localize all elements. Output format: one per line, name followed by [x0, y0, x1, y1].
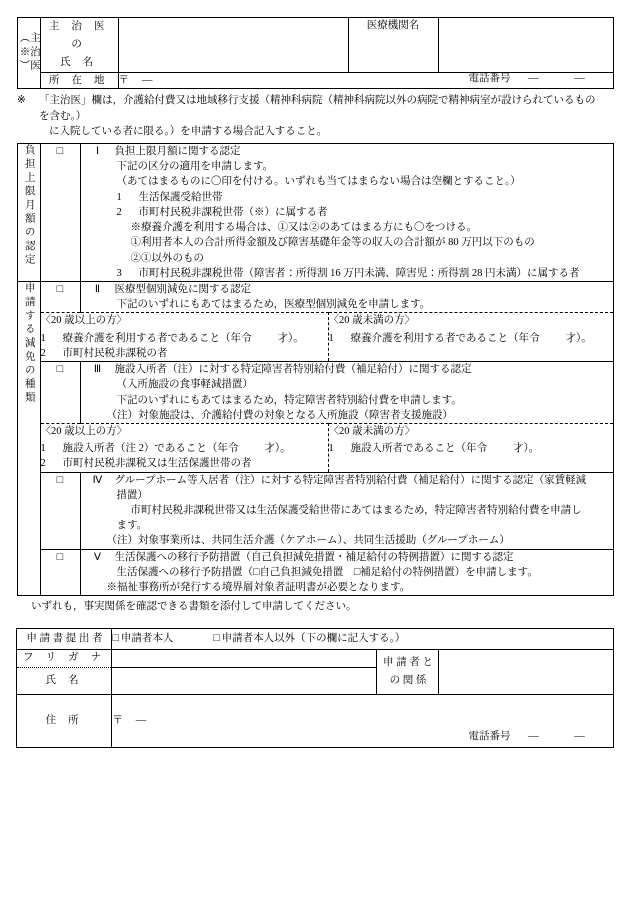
section-2-title: 医療型個別減免に関する認定 [114, 283, 251, 295]
medical-institution-label [348, 18, 438, 73]
section-3-left-item-2 [41, 456, 328, 471]
section-4-row [17, 472, 613, 549]
section-5-checkbox[interactable] [40, 549, 80, 596]
section-1-item-2-num: 2 [116, 206, 122, 218]
applicant-tel-line [469, 729, 603, 744]
section-2-age-20-and-over [40, 313, 328, 362]
section-1-item-3-text: 市町村民税非課税世帯（障害者：所得割 16 万円未満、障害児：所得割 28 円未満）に属する者 [138, 267, 580, 279]
section-3-checkbox[interactable] [40, 362, 80, 424]
physician-name-row [17, 18, 613, 73]
section-3-left-item-1-suffix: 才）。 [264, 443, 291, 455]
applicant-name-label: 氏 名 [45, 674, 84, 686]
applicant-address-field[interactable] [112, 694, 613, 747]
section-1-item-3-num: 3 [116, 267, 122, 279]
note-line-1: 「主治医」欄は，介護給付費又は地域移行支援（精神科病院（精神科病院以外の病院で精神病室が設けられているものを含む。） [39, 94, 596, 122]
section-4-checkbox[interactable] [40, 472, 80, 549]
section-3-checkbox-glyph: □ [56, 363, 64, 376]
applicant-address-row [17, 694, 613, 747]
physician-name-label-line1: 主 治 医 の [48, 21, 110, 50]
section-3-right-item-1-suffix: 才）。 [513, 443, 540, 455]
section-3-age-under-20 [328, 423, 613, 472]
applicant-tel-dash1: — [528, 731, 539, 743]
submitter-row [17, 628, 613, 649]
section-4-title-line-1: グループホーム等入居者（注）に対する特定障害者特別給付費（補足給付）に関する認定（家賃軽減 [114, 474, 587, 486]
section-1-checkbox[interactable] [40, 144, 80, 282]
section-1-title: 負担上限月額に関する認定 [114, 146, 241, 157]
relation-label-line-2: の 関 係 [389, 674, 427, 686]
section-2-left-header: 〈20 歳以上の方〉 [40, 315, 128, 327]
section-2-left-item-2-num: 2 [40, 347, 46, 359]
form-page [0, 17, 630, 920]
physician-vertical-label [17, 18, 40, 89]
relation-field[interactable] [439, 649, 613, 694]
physician-tel-dash1: — [528, 72, 539, 84]
section-2-right-item-1 [329, 331, 613, 346]
furigana-label: フ リ ガ ナ [23, 652, 106, 664]
section-2-left-item-1 [41, 331, 328, 346]
section-2-right-item-1-text: 療養介護を利用する者であること（年令 [350, 332, 540, 344]
reduction-types-vertical-label-text: 申請する減免の種類 [23, 281, 35, 405]
section-5-checkbox-glyph: □ [56, 550, 64, 563]
relation-label-cell [377, 649, 439, 694]
section-3-left-header: 〈20 歳以上の方〉 [40, 425, 128, 437]
section-1-vertical-label-text: 負担上限月額の認定 [23, 144, 35, 267]
relation-label-line-1: 申 請 者 と [383, 656, 433, 668]
applicant-address-label: 住 所 [45, 714, 84, 726]
section-3-left-item-1 [41, 441, 328, 456]
section-3-left-item-2-text: 市町村民税非課税又は生活保護世帯の者 [62, 458, 252, 470]
closing-instruction-text: いずれも，事実関係を確認できる書類を添付して申請してください。 [31, 601, 357, 613]
applicant-postal-dash: — [135, 714, 147, 726]
section-3-age-20-and-over [40, 423, 328, 472]
medical-institution-field[interactable] [438, 18, 613, 73]
section-1-checkbox-glyph: □ [56, 145, 64, 157]
section-2-numeral: Ⅱ [94, 283, 101, 295]
section-1-item-1 [81, 190, 613, 205]
physician-address-row [17, 72, 613, 88]
section-1-line-2: （あてはまるものに〇印を付ける。いずれも当てはまらない場合は空欄とすること。） [116, 176, 521, 188]
submitter-option-other[interactable] [213, 633, 405, 644]
section-2-left-item-2-text: 市町村民税非課税の者 [62, 347, 168, 359]
section-3-line-1: （入所施設の食事軽減措置） [116, 379, 253, 391]
section-1-title-line [81, 144, 613, 159]
closing-instruction [17, 599, 613, 614]
section-2-left-item-2 [41, 346, 328, 361]
postal-code-dash: — [141, 74, 153, 86]
submitter-options-cell [112, 628, 613, 649]
section-3-title: 施設入所者（注）に対する特定障害者特別給付費（補足給付）に関する認定 [114, 364, 472, 376]
section-3-left-item-1-num: 1 [40, 443, 46, 455]
section-1-item-1-text: 生活保護受給世帯 [138, 191, 223, 203]
attending-physician-table [17, 17, 614, 89]
section-5-row [17, 549, 613, 596]
applicant-tel-dash2: — [574, 731, 585, 743]
section-1-note-2: ①利用者本人の合計所得金額及び障害基礎年金等の収入の合計額が 80 万円以下のもの [130, 237, 535, 249]
section-1-numeral: Ⅰ [95, 146, 100, 157]
section-4-line-2: ます。 [116, 520, 148, 532]
section-2-age-under-20 [328, 313, 613, 362]
section-3-line-2: 下記のいずれにもあてはまるため，特定障害者特別給付費を申請します。 [116, 394, 462, 406]
attending-physician-note [17, 93, 613, 140]
section-5-title: 生活保護への移行予防措置（自己負担減免措置・補足給付の特例措置）に関する認定 [114, 551, 514, 563]
physician-name-label [40, 18, 118, 73]
section-1-vertical-label [17, 144, 40, 282]
note-line-2: に入院している者に限る。）を申請する場合記入すること。 [49, 126, 328, 138]
section-1-item-1-num: 1 [116, 191, 122, 203]
section-1-note-1: ※療養介護を利用する場合は、①又は②のあてはまる方にも〇をつける。 [130, 222, 477, 234]
section-3-right-item-1 [329, 441, 613, 456]
physician-tel-dash2: — [574, 72, 585, 84]
section-3-title-line [81, 362, 613, 377]
section-3-right-item-1-text: 施設入所者であること（年令 [350, 443, 487, 455]
furigana-label-cell [17, 649, 112, 667]
section-2-title-line [81, 282, 613, 297]
furigana-row [17, 649, 613, 667]
applicant-postal-mark: 〒 [112, 714, 125, 726]
reduction-types-table [17, 143, 614, 596]
section-3-left-item-2-num: 2 [40, 458, 46, 470]
section-4-note: （注）対象事業所は、共同生活介護（ケアホーム）、共同生活援助（グループホーム） [106, 535, 510, 547]
submitter-other-label: 申請者本人以外（下の欄に記入する。） [221, 632, 406, 644]
applicant-table [16, 628, 613, 748]
section-4-numeral: Ⅳ [92, 474, 103, 486]
section-1-item-2-text: 市町村民税非課税世帯（※）に属する者 [138, 206, 328, 218]
section-2-left-item-1-num: 1 [40, 332, 46, 344]
section-2-line-1: 下記のいずれにもあてはまるため，医療型個別減免を申請します。 [116, 299, 431, 311]
section-5-numeral: Ⅴ [93, 551, 102, 563]
physician-vertical-label-text: 主治医（※） [18, 32, 40, 74]
section-2-right-item-1-num: 1 [328, 332, 334, 344]
furigana-field[interactable] [112, 649, 377, 667]
section-4-checkbox-glyph: □ [56, 473, 64, 486]
section-2-right-item-1-suffix: 才）。 [565, 332, 592, 344]
physician-tel-label: 電話番号 [468, 72, 511, 84]
section-3-right-header: 〈20 歳未満の方〉 [328, 425, 416, 437]
submitter-other-checkbox-glyph: □ [213, 632, 220, 644]
physician-address-label-text: 所 在 地 [48, 74, 110, 86]
applicant-tel-label: 電話番号 [468, 731, 511, 743]
physician-tel-line [469, 71, 603, 86]
submitter-option-self[interactable] [112, 633, 173, 644]
section-1-item-2 [81, 205, 613, 220]
section-2-right-header: 〈20 歳未満の方〉 [328, 315, 416, 327]
section-3-row [17, 362, 613, 424]
section-3-numeral: Ⅲ [93, 364, 102, 376]
section-4-line-1: 市町村民税非課税世帯又は生活保護受給世帯にあてはまるため，特定障害者特別給付費を申請し [130, 505, 582, 517]
section-1-row [17, 144, 613, 282]
medical-institution-label-text: 医療機関名 [366, 20, 420, 31]
section-3-left-item-1-text: 施設入所者（注 2）であること（年令 [62, 443, 239, 455]
section-2-row [17, 281, 613, 312]
physician-name-label-line2: 氏 名 [60, 56, 98, 68]
note-mark: ※ [17, 94, 26, 106]
section-3-content [80, 362, 613, 424]
reduction-types-vertical-label [17, 281, 40, 595]
section-3-note: （注）対象施設は、介護給付費の対象となる入所施設（障害者支援施設） [106, 409, 453, 421]
applicant-address-label-cell [17, 694, 112, 747]
postal-code-mark: 〒 [118, 74, 131, 86]
section-4-title-line-2: 措置） [116, 489, 148, 501]
submitter-self-label: 申請者本人 [120, 632, 174, 644]
section-1-line-1: 下記の区分の適用を申請します。 [116, 161, 274, 173]
section-2-checkbox[interactable] [40, 281, 80, 312]
physician-address-field[interactable] [118, 72, 613, 88]
section-3-right-item-1-num: 1 [328, 443, 334, 455]
section-2-left-item-1-suffix: 才）。 [277, 332, 304, 344]
section-1-note-3: ②①以外のもの [130, 252, 204, 264]
section-5-line-2: ※福祉事務所が発行する境界層対象者証明書が必要となります。 [106, 582, 411, 594]
physician-address-label [40, 72, 118, 88]
applicant-name-field[interactable] [112, 667, 377, 694]
section-1-content [80, 144, 613, 282]
section-2-checkbox-glyph: □ [56, 282, 64, 295]
section-4-content [80, 472, 613, 549]
submitter-label-cell [17, 628, 112, 649]
submitter-self-checkbox-glyph: □ [112, 632, 119, 644]
applicant-name-label-cell [17, 667, 112, 694]
section-2-age-columns-row [17, 313, 613, 362]
submitter-label: 申 請 書 提 出 者 [26, 632, 103, 644]
physician-name-field[interactable] [118, 18, 348, 73]
section-2-content [80, 281, 613, 312]
section-1-item-3 [81, 266, 613, 281]
section-3-age-columns-row [17, 423, 613, 472]
section-5-title-line [81, 550, 613, 565]
section-4-title-line [81, 473, 613, 488]
section-5-line-1: 生活保護への移行予防措置（□自己負担減免措置 □補足給付の特例措置）を申請します。 [116, 566, 538, 578]
section-5-content [80, 549, 613, 596]
section-2-left-item-1-text: 療養介護を利用する者であること（年令 [62, 332, 252, 344]
